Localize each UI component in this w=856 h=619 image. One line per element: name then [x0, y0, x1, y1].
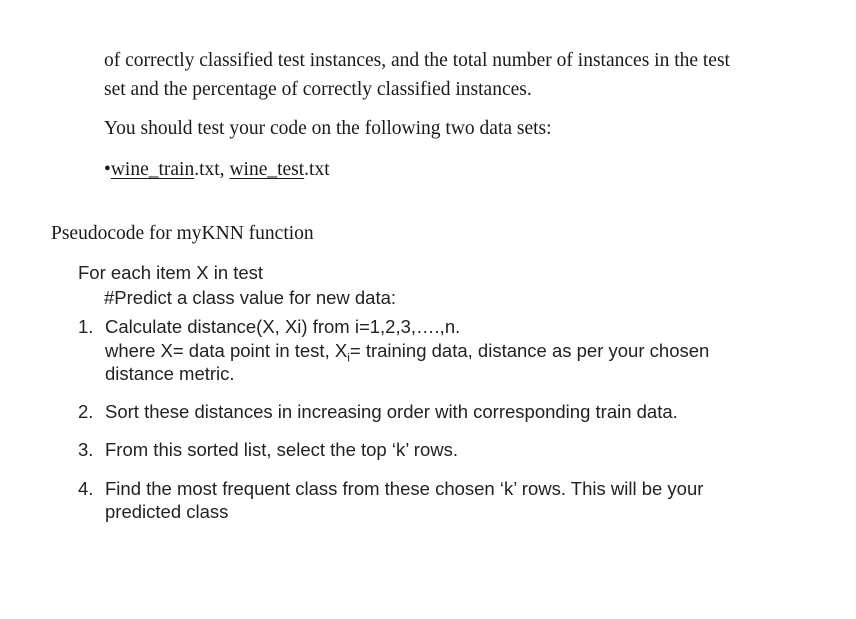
step-text: predicted class — [105, 501, 229, 522]
step-number: 3. — [78, 439, 94, 460]
dataset-link-test[interactable]: wine_test — [229, 159, 305, 180]
loop-line: For each item X in test — [78, 262, 264, 283]
step-number: 2. — [78, 401, 94, 422]
test-instruction: You should test your code on the following two data sets: — [104, 118, 552, 139]
step-number: 1. — [78, 316, 94, 337]
file-extension: .txt, — [194, 159, 230, 180]
file-extension: .txt — [304, 159, 330, 180]
subscript: i — [347, 350, 350, 365]
dataset-link-train[interactable]: wine_train — [110, 159, 195, 180]
step-text: where X= data point in test, $X_i=$ training data, distance as per your chosen — [105, 340, 710, 365]
section-heading: Pseudocode for myKNN function — [51, 223, 314, 244]
step-number: 4. — [78, 478, 94, 499]
comment-line: #Predict a class value for new data: — [104, 287, 397, 308]
dataset-list-item — [104, 159, 330, 181]
step-text: distance metric. — [105, 363, 235, 384]
paragraph-line: of correctly classified test instances, and the total number of instances in the test — [104, 50, 730, 71]
paragraph-line: set and the percentage of correctly classified instances. — [104, 79, 532, 100]
bullet-icon: • — [104, 159, 111, 180]
step-text: Find the most frequent class from these chosen ‘k’ rows. This will be your — [105, 478, 704, 499]
step-text: From this sorted list, select the top ‘k’ rows. — [105, 439, 458, 460]
step-text: Sort these distances in increasing order with corresponding train data. — [105, 401, 678, 422]
step-text: Calculate distance(X, Xi) from i=1,2,3,….,n. — [105, 316, 461, 337]
